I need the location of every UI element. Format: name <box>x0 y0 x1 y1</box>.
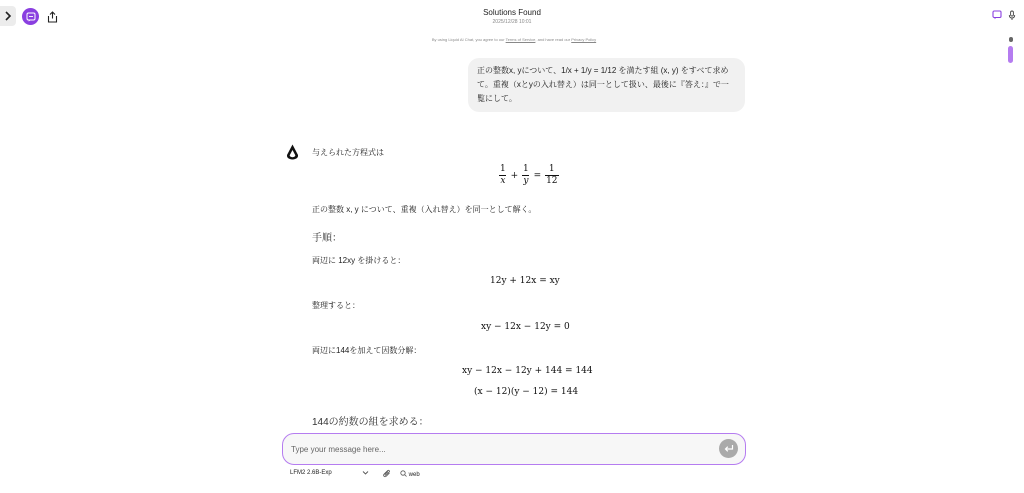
step-3-text: 両辺に144を加えて因数分解： <box>312 346 422 355</box>
paperclip-icon <box>383 469 391 478</box>
equals-sign: = <box>533 171 542 181</box>
message-composer <box>282 433 746 465</box>
web-search-label: web <box>408 472 420 478</box>
fraction-numerator: 1 <box>500 164 506 174</box>
fraction-numerator: 1 <box>523 164 529 174</box>
conversation-title: Solutions Found <box>483 8 541 17</box>
privacy-policy-link[interactable]: Privacy Policy <box>571 37 597 42</box>
steps-heading: 手順： <box>312 233 342 244</box>
search-icon <box>400 470 407 477</box>
chevron-down-icon <box>362 470 369 476</box>
equation-1: 12y + 12x = xy <box>490 276 560 286</box>
fraction-1-over-x <box>499 164 507 187</box>
liquid-logo-icon <box>286 144 299 160</box>
equation-2: xy − 12x − 12y = 0 <box>481 322 570 332</box>
equation-main <box>498 164 560 187</box>
equation-3: xy − 12x − 12y + 144 = 144 <box>462 366 593 376</box>
model-selector[interactable] <box>290 470 332 476</box>
send-button[interactable] <box>719 439 738 458</box>
terms-middle: , and have read our <box>535 37 572 42</box>
attach-button[interactable] <box>383 469 391 480</box>
divisors-heading: 144の約数の組を求める： <box>312 417 429 428</box>
scroll-indicator-dot <box>1009 37 1013 42</box>
terms-of-service-link[interactable]: Terms of Service <box>505 37 536 42</box>
message-input[interactable] <box>291 442 711 456</box>
terms-notice <box>430 37 598 42</box>
equation-4: (x − 12)(y − 12) = 144 <box>474 387 579 397</box>
step-2-text: 整理すると： <box>312 301 360 310</box>
conversation-header <box>0 8 1024 25</box>
web-search-toggle[interactable] <box>400 470 420 478</box>
fraction-denominator: x <box>500 176 506 186</box>
assistant-avatar <box>286 144 299 160</box>
scrollbar-thumb[interactable] <box>1008 46 1013 63</box>
fraction-1-over-y <box>522 164 530 187</box>
model-dropdown-toggle[interactable] <box>362 470 369 478</box>
terms-prefix: By using Liquid AI Chat, you agree to our <box>431 37 506 42</box>
user-message-bubble: 正の整数x, yについて、1/x + 1/y = 1/12 を満たす組 (x, y) をすべて求めて。重複（xとyの入れ替え）は同一として扱い、最後に『答え：』で一覧にして。 <box>468 58 745 112</box>
fraction-numerator: 1 <box>548 164 555 174</box>
conversation-timestamp: 2025/12/28 10:01 <box>492 19 532 25</box>
step-1-text: 両辺に 12xy を掛けると： <box>312 256 406 265</box>
plus-sign: + <box>510 171 519 181</box>
fraction-denominator: 12 <box>546 176 558 186</box>
fraction-1-over-12 <box>545 164 558 187</box>
send-icon <box>724 444 734 453</box>
fraction-denominator: y <box>523 176 529 186</box>
model-name: LFM2 2.6B-Exp <box>290 470 332 476</box>
assistant-intro: 与えられた方程式は <box>312 148 384 157</box>
assistant-note: 正の整数 x, y について、重複（入れ替え）を同一として解く。 <box>312 205 537 214</box>
